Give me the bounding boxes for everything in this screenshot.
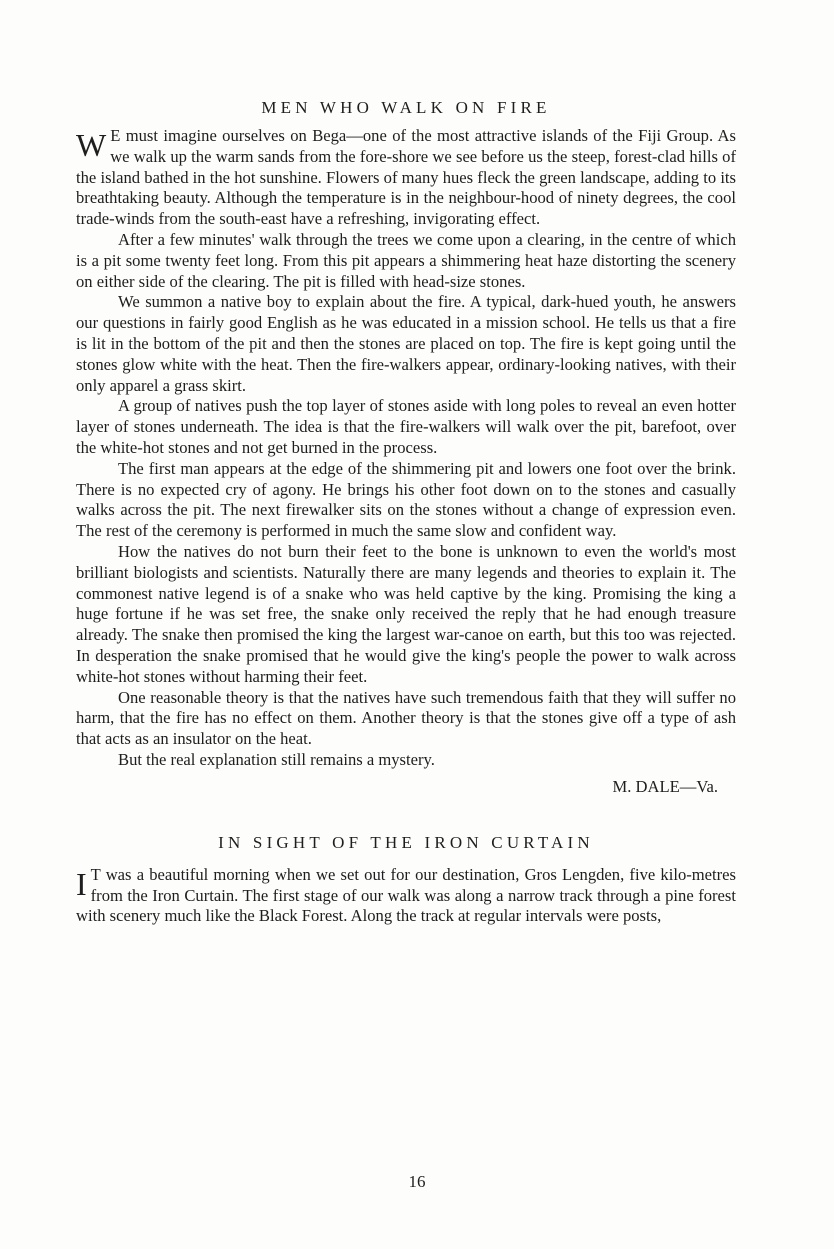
article-title: MEN WHO WALK ON FIRE — [261, 98, 551, 117]
article-paragraph: But the real explanation still remains a mystery. — [118, 749, 435, 769]
article-title: IN SIGHT OF THE IRON CURTAIN — [218, 832, 594, 852]
article-paragraph: How the natives do not burn their feet to the bone is unknown to even the world's most brilliant biologists and scientists. Naturally there are many legends and theories to explain it. The commonest native legend is of a snake who was held captive by the king. Promising the king a huge fortune if he was set free, the snake only received the reply that he had enough treasure already. The snake then promised the king the largest war-canoe on earth, but this too was rejected. In desperation the snake promised that he would give the king's people the power to walk across white-hot stones without harming their feet. — [76, 541, 736, 686]
page-number: 16 — [408, 1172, 426, 1191]
article-paragraph: The first man appears at the edge of the shimmering pit and lowers one foot over the brink. There is no expected cry of agony. He brings his other foot down on to the stones and casually walks across the pit. The next firewalker sits on the stones without a change of expression even. The rest of the ceremony is performed in much the same slow and confident way. — [76, 458, 736, 541]
article-paragraph: A group of natives push the top layer of stones aside with long poles to reveal an even hotter layer of stones underneath. The idea is that the fire-walkers will walk over the pit, barefoot, over the white-hot stones and not get burned in the process. — [76, 396, 736, 457]
page-content — [76, 98, 736, 927]
article-paragraph: After a few minutes' walk through the trees we come upon a clearing, in the centre of which is a pit some twenty feet long. From this pit appears a shimmering heat haze distorting the scenery on either side of the clearing. The pit is filled with head-size stones. — [76, 229, 736, 291]
drop-cap: W — [76, 127, 107, 163]
article-paragraph: We summon a native boy to explain about the fire. A typical, dark-hued youth, he answers our questions in fairly good English as he was educated in a mission school. He tells us that a fire is lit in the bottom of the pit and then the stones are placed on top. The fire is kept going until the stones glow white with the heat. Then the fire-walkers appear, ordinary-looking natives, with their only apparel a grass skirt. — [76, 292, 736, 395]
paragraph-text: E must imagine ourselves on Bega—one of the most attractive islands of the Fiji Group. As we walk up the warm sands from the fore-shore we see before us the steep, forest-clad hills of the island bathed in the hot sunshine. Flowers of many hues fleck the green landscape, adding to its breathtaking beauty. Although the temperature is in the neighbour-hood of ninety degrees, the cool trade-winds from the south-east have a refreshing, invigorating effect. — [76, 126, 736, 229]
author-signature: M. DALE—Va. — [612, 776, 718, 796]
article-paragraph — [76, 126, 736, 230]
paragraph-text: T was a beautiful morning when we set out for our destination, Gros Lengden, five kilo-metres from the Iron Curtain. The first stage of our walk was along a narrow track through a pine forest with scenery much like the Black Forest. Along the track at regular intervals were posts, — [76, 864, 736, 926]
article-paragraph — [76, 865, 736, 927]
article-paragraph: One reasonable theory is that the natives have such tremendous faith that they will suffer no harm, that the fire has no effect on them. Another theory is that the stones give off a type of ash that acts as an insulator on the heat. — [76, 687, 736, 749]
drop-cap: I — [76, 865, 87, 902]
